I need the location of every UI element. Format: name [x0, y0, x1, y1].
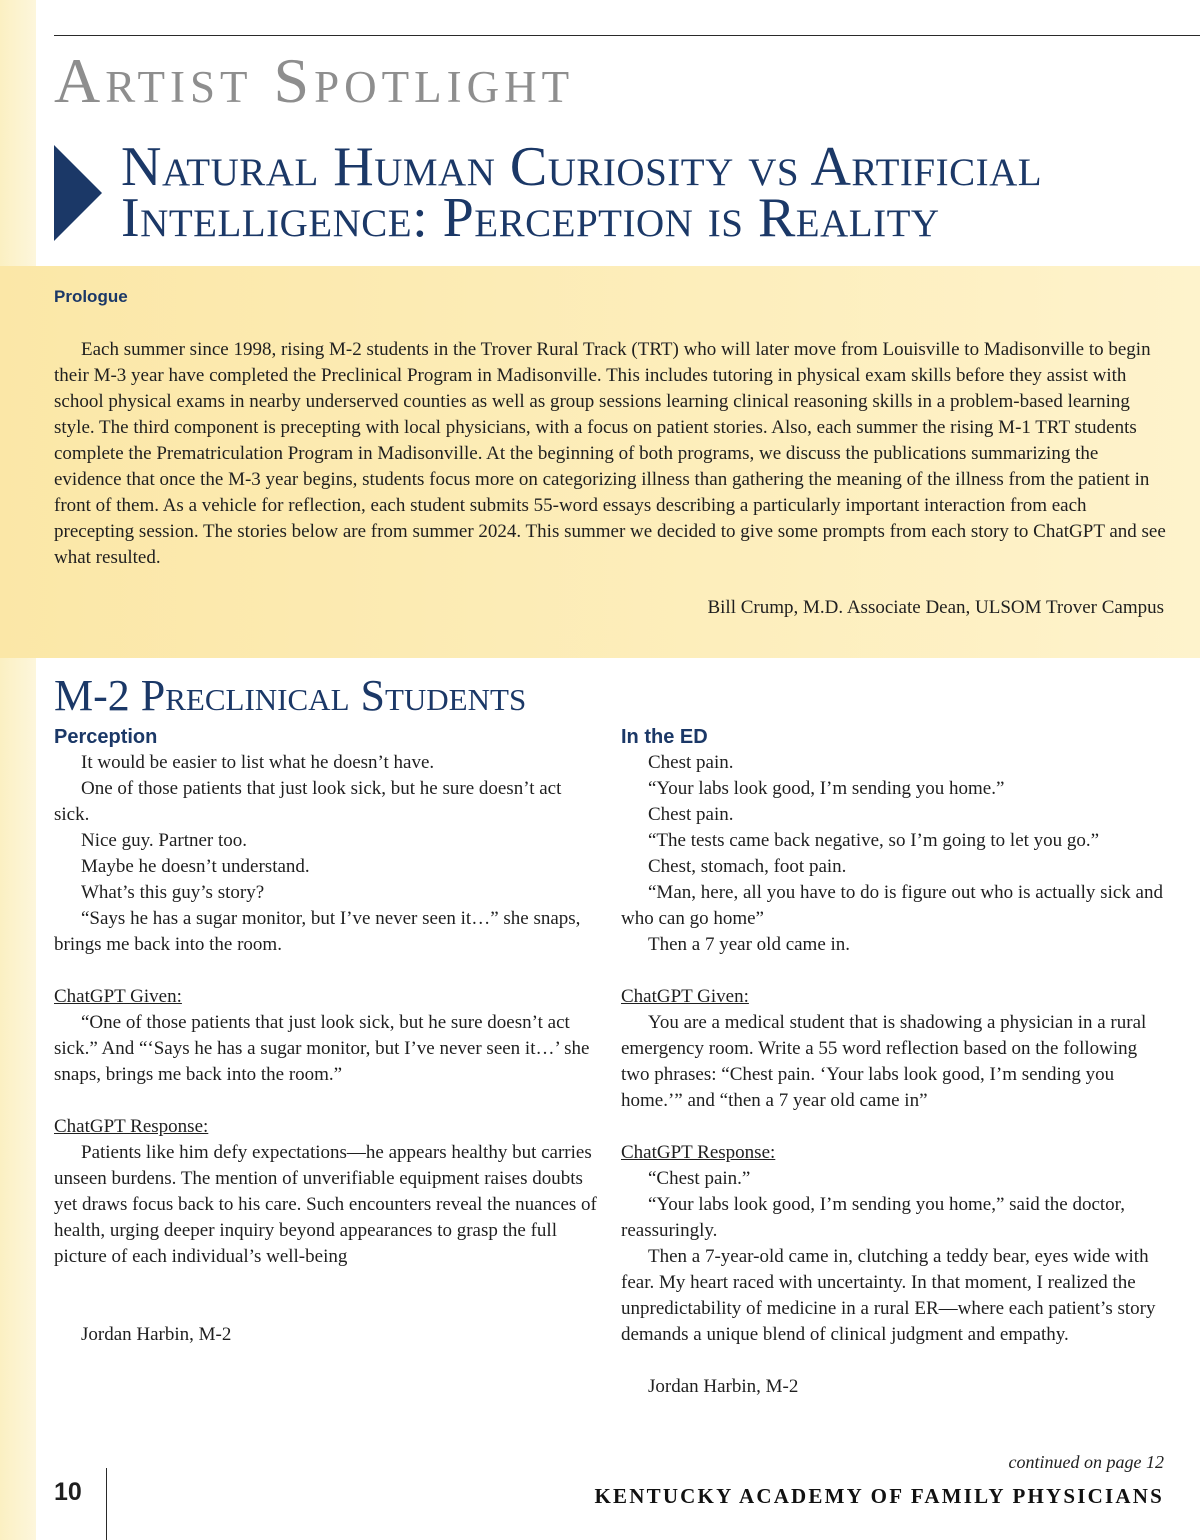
chatgpt-response-text: Patients like him defy expectations—he appears healthy but carries unseen burdens. The mention of unverifiable equipment raises doubts yet draws focus back to his care. Such encounters reveal the nuances of health, urging deeper inquiry beyond appearances to grasp the full picture of each individual’s well-being — [54, 1142, 597, 1267]
story-line: “Says he has a sugar monitor, but I’ve never seen it…” she snaps, brings me back into the room. — [54, 908, 581, 955]
chatgpt-response-label: ChatGPT Response: — [54, 1116, 209, 1137]
chatgpt-response-line: “Chest pain.” — [648, 1168, 751, 1189]
continued-note: continued on page 12 — [1008, 1452, 1164, 1472]
story-line: What’s this guy’s story? — [81, 882, 265, 903]
chatgpt-given-text: You are a medical student that is shadowing a physician in a rural emergency room. Write a 55 word reflection based on the following two phrases: “Chest pain. ‘Your labs look good, I’m sending you home.’” and “then a 7 year old came in” — [621, 1012, 1147, 1111]
right-story-column — [621, 724, 1167, 1400]
chatgpt-given-label: ChatGPT Given: — [621, 986, 749, 1007]
story-line: “Your labs look good, I’m sending you home.” — [648, 778, 1005, 799]
publication-name: KENTUCKY ACADEMY OF FAMILY PHYSICIANS — [594, 1484, 1164, 1508]
page-number: 10 — [54, 1478, 82, 1506]
story-line: Chest pain. — [648, 752, 734, 773]
story-title: Perception — [54, 726, 158, 748]
story-author: Jordan Harbin, M-2 — [81, 1324, 232, 1345]
chatgpt-response-label: ChatGPT Response: — [621, 1142, 776, 1163]
left-story-column — [54, 724, 600, 1348]
story-line: Chest, stomach, foot pain. — [648, 856, 847, 877]
prologue-body: Each summer since 1998, rising M-2 students in the Trover Rural Track (TRT) who will later move from Louisville to Madisonville to begin their M-3 year have completed the Preclinical Program in Madisonville. This includes tutoring in physical exam skills before they assist with school physical exams in nearby underserved counties as well as group sessions learning clinical reasoning skills in a problem-based learning style. The third component is precepting with local physicians, with a focus on patient stories. Also, each summer the rising M-1 TRT students complete the Prematriculation Program in Madisonville. At the beginning of both programs, we discuss the publications summarizing the evidence that once the M-3 year begins, students focus more on categorizing illness than gathering the meaning of the illness from the patient in front of them. As a vehicle for reflection, each student submits 55-word essays describing a particularly important interaction from each precepting session. The stories below are from summer 2024. This summer we decided to give some prompts from each story to ChatGPT and see what resulted. — [54, 339, 1166, 568]
footer-divider — [106, 1468, 107, 1540]
story-line: “The tests came back negative, so I’m going to let you go.” — [648, 830, 1100, 851]
story-line: Chest pain. — [648, 804, 734, 825]
story-line: “Man, here, all you have to do is figure out who is actually sick and who can go home” — [621, 882, 1163, 929]
story-line: One of those patients that just look sick, but he sure doesn’t act sick. — [54, 778, 562, 825]
left-decorative-band — [0, 0, 36, 1540]
story-author: Jordan Harbin, M-2 — [648, 1376, 799, 1397]
chatgpt-response-line: “Your labs look good, I’m sending you home,” said the doctor, reassuringly. — [621, 1194, 1125, 1241]
prologue-heading: Prologue — [54, 287, 128, 306]
story-line: Maybe he doesn’t understand. — [81, 856, 310, 877]
title-arrow-icon — [54, 145, 102, 241]
story-line: It would be easier to list what he doesn’t have. — [81, 752, 435, 773]
section-label: Artist Spotlight — [54, 45, 575, 116]
prologue-signature: Bill Crump, M.D. Associate Dean, ULSOM Trover Campus — [707, 597, 1164, 618]
article-title: Natural Human Curiosity vs Artificial Intelligence: Perception is Reality — [121, 136, 1043, 249]
story-title: In the ED — [621, 726, 708, 748]
story-line: Nice guy. Partner too. — [81, 830, 248, 851]
story-line: Then a 7 year old came in. — [648, 934, 851, 955]
chatgpt-given-label: ChatGPT Given: — [54, 986, 182, 1007]
chatgpt-given-text: “One of those patients that just look sick, but he sure doesn’t act sick.” And “‘Says he has a sugar monitor, but I’ve never seen it…’ she snaps, brings me back into the room.” — [54, 1012, 590, 1085]
subsection-title: M-2 Preclinical Students — [54, 671, 527, 720]
chatgpt-response-line: Then a 7-year-old came in, clutching a teddy bear, eyes wide with fear. My heart raced with uncertainty. In that moment, I realized the unpredictability of medicine in a rural ER—where each patient’s story demands a unique blend of clinical judgment and empathy. — [621, 1246, 1156, 1345]
top-rule — [54, 35, 1200, 36]
